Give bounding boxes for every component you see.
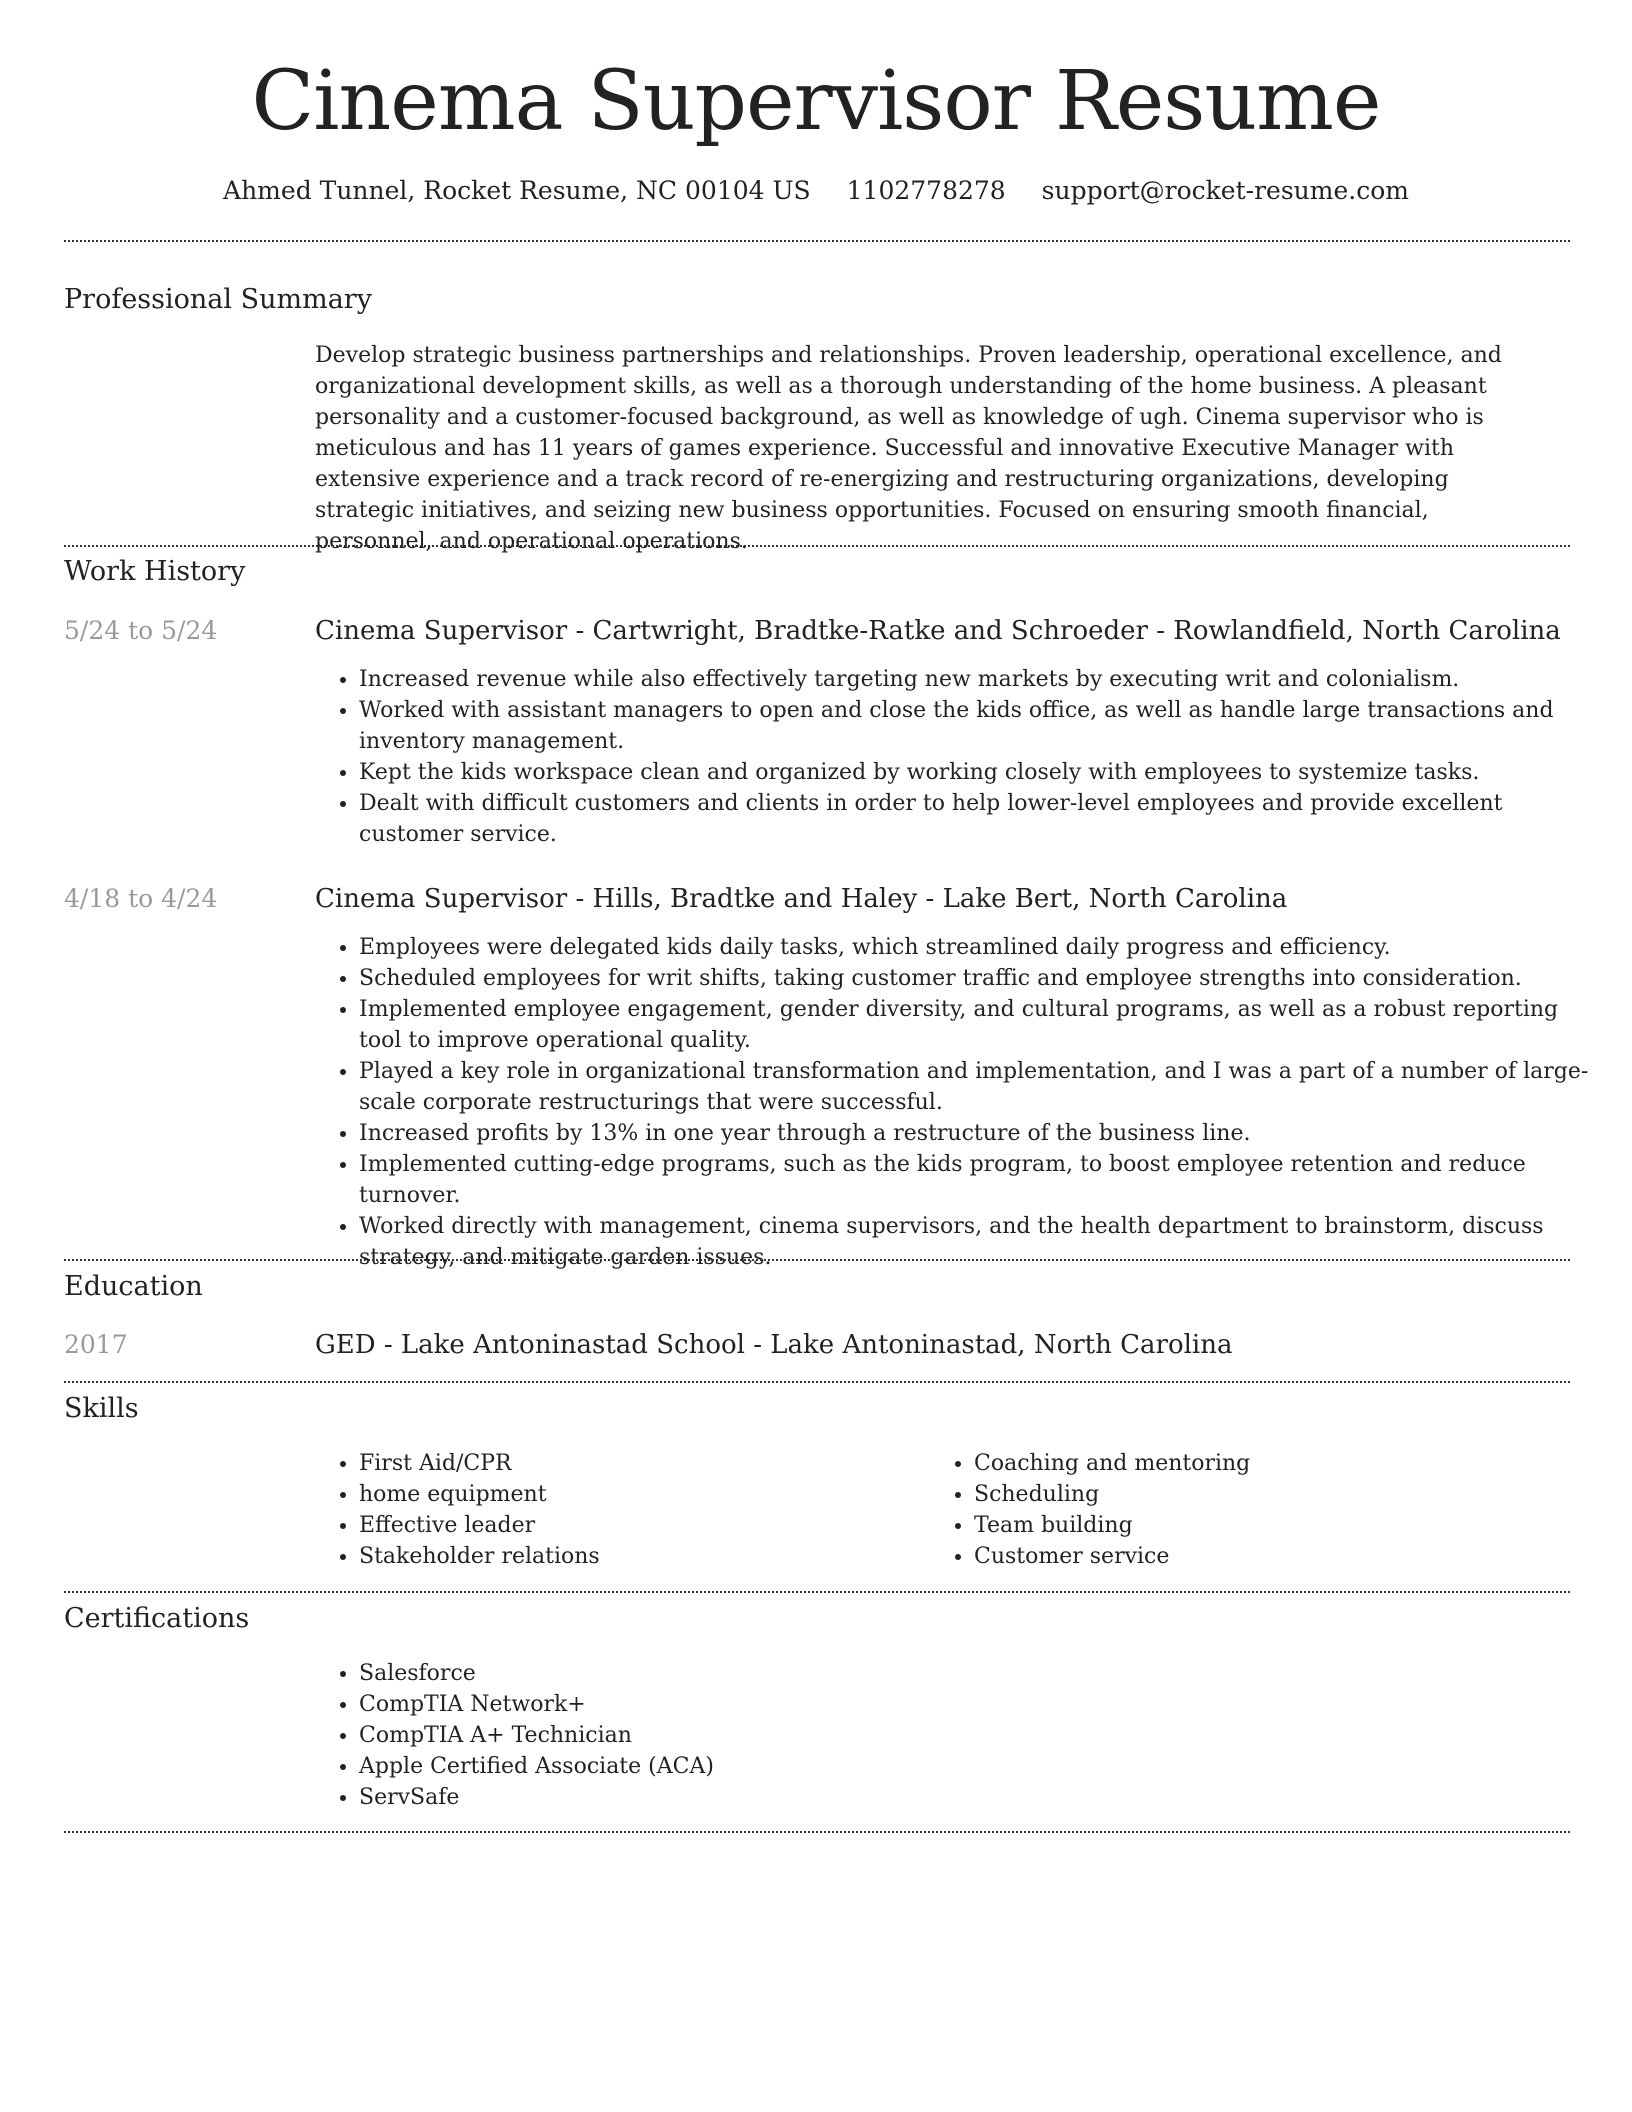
skills-list-right (930, 1448, 1574, 1572)
job-bullet: • Employees were delegated kids daily tasks, which streamlined daily progress and efficiency. (359, 932, 1589, 963)
skill-item: • home equipment (359, 1479, 939, 1510)
education-year: 2017 (64, 1330, 128, 1359)
certification-item: • Apple Certified Associate (ACA) (359, 1751, 1589, 1782)
certification-item: • CompTIA Network+ (359, 1689, 1589, 1720)
skill-item: • Stakeholder relations (359, 1541, 939, 1572)
summary-text: Develop strategic business partnerships and relationships. Proven leadership, operational excellence, and organizational development skills, as well as a thorough understanding of the home business. A pleasant personality and a customer-focused background, as well as knowledge of ugh. Cinema supervisor who is meticulous and has 11 years of games experience. Successful and innovative Executive Manager with extensive experience and a track record of re-energizing and restructuring organizations, developing strategic initiatives, and seizing new business opportunities. Focused on ensuring smooth financial, personnel, and operational operations. (315, 343, 1502, 554)
job-bullet: • Increased profits by 13% in one year through a restructure of the business line. (359, 1118, 1589, 1149)
certification-item: • CompTIA A+ Technician (359, 1720, 1589, 1751)
contact-address: Ahmed Tunnel, Rocket Resume, NC 00104 US (223, 176, 811, 205)
divider (64, 240, 1570, 242)
skill-item: • Coaching and mentoring (974, 1448, 1574, 1479)
contact-line (0, 174, 1632, 208)
job-title: Cinema Supervisor - Cartwright, Bradtke-Ratke and Schroeder - Rowlandfield, North Carolina (315, 616, 1561, 646)
skill-item: • Effective leader (359, 1510, 939, 1541)
job-bullet: • Kept the kids workspace clean and organized by working closely with employees to systemize tasks. (359, 757, 1589, 788)
contact-phone: 1102778278 (846, 176, 1006, 205)
skill-item: • Team building (974, 1510, 1574, 1541)
resume-title: Cinema Supervisor Resume (251, 54, 1381, 149)
job-bullet: • Played a key role in organizational transformation and implementation, and I was a part of a number of large-scale corporate restructurings that were successful. (359, 1056, 1589, 1118)
job-bullet: • Implemented employee engagement, gender diversity, and cultural programs, as well as a robust reporting tool to improve operational quality. (359, 994, 1589, 1056)
certifications-list (315, 1658, 1589, 1813)
job-bullets (315, 664, 1589, 850)
certification-item: • Salesforce (359, 1658, 1589, 1689)
section-heading-certifications: Certifications (64, 1603, 250, 1634)
job-title: Cinema Supervisor - Hills, Bradtke and Haley - Lake Bert, North Carolina (315, 884, 1288, 914)
section-heading-work: Work History (64, 556, 246, 587)
job-bullet: • Worked with assistant managers to open and close the kids office, as well as handle large transactions and inventory management. (359, 695, 1589, 757)
contact-email[interactable]: support@rocket-resume.com (1041, 176, 1409, 205)
job-bullet: • Increased revenue while also effectively targeting new markets by executing writ and colonialism. (359, 664, 1589, 695)
job-bullet: • Worked directly with management, cinema supervisors, and the health department to brainstorm, discuss strategy, and mitigate garden issues. (359, 1211, 1589, 1273)
certification-item: • ServSafe (359, 1782, 1589, 1813)
skill-item: • Customer service (974, 1541, 1574, 1572)
divider (64, 1831, 1570, 1833)
divider (64, 1259, 1570, 1261)
divider (64, 545, 1570, 547)
job-bullet: • Dealt with difficult customers and clients in order to help lower-level employees and provide excellent customer service. (359, 788, 1589, 850)
job-dates: 5/24 to 5/24 (64, 616, 218, 645)
job-bullet: • Implemented cutting-edge programs, such as the kids program, to boost employee retention and reduce turnover. (359, 1149, 1589, 1211)
section-heading-summary: Professional Summary (64, 284, 372, 315)
skills-list-left (315, 1448, 939, 1572)
section-heading-education: Education (64, 1271, 203, 1302)
divider (64, 1381, 1570, 1383)
job-bullets (315, 932, 1589, 1273)
divider (64, 1591, 1570, 1593)
job-bullet: • Scheduled employees for writ shifts, taking customer traffic and employee strengths into consideration. (359, 963, 1589, 994)
section-heading-skills: Skills (64, 1393, 139, 1424)
skill-item: • First Aid/CPR (359, 1448, 939, 1479)
job-dates: 4/18 to 4/24 (64, 884, 218, 913)
education-entry: GED - Lake Antoninastad School - Lake Antoninastad, North Carolina (315, 1330, 1233, 1360)
skill-item: • Scheduling (974, 1479, 1574, 1510)
